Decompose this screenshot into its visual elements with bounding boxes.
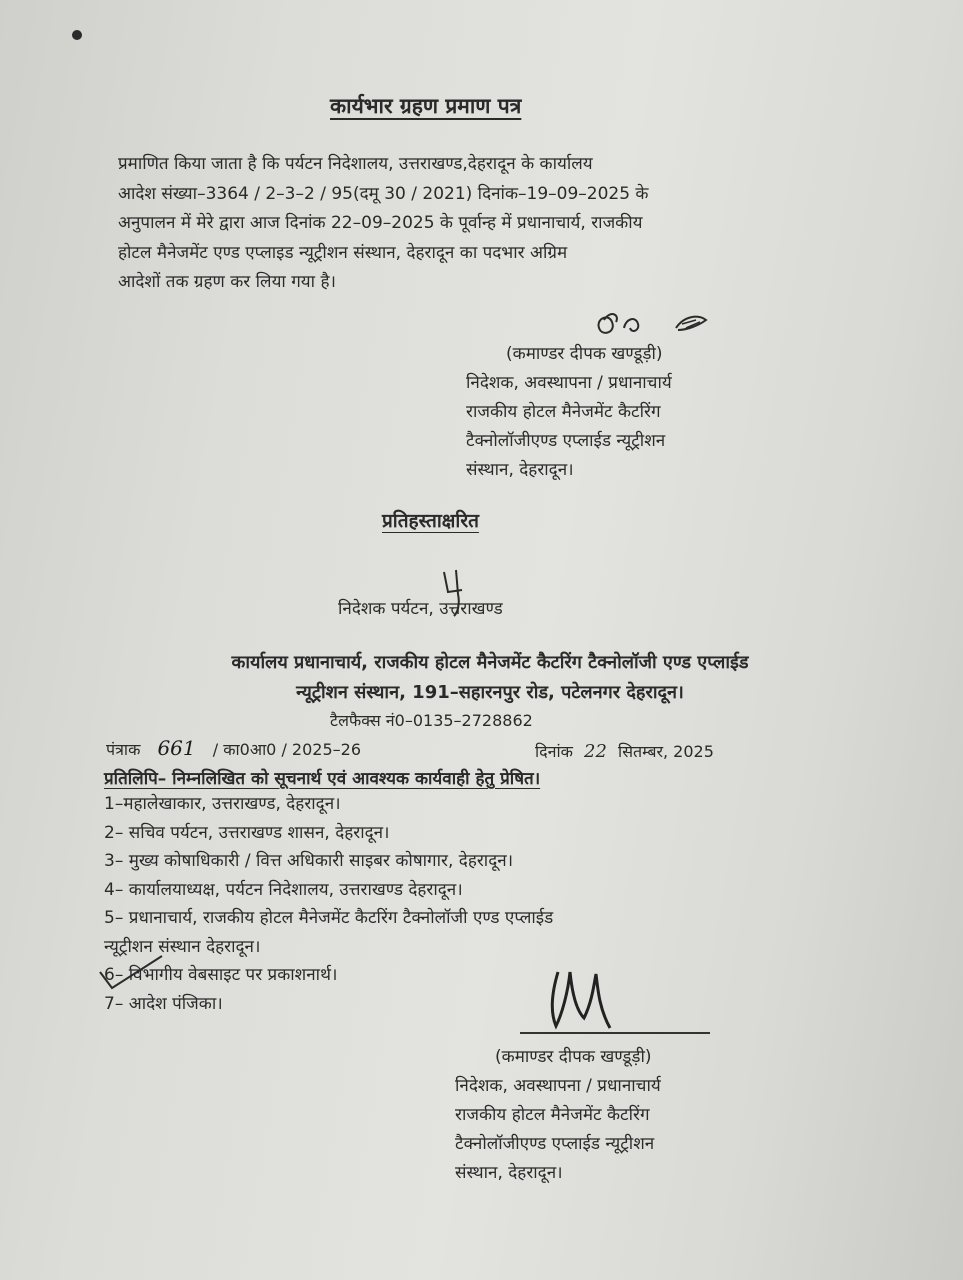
list-item: 6– विभागीय वेबसाइट पर प्रकाशनार्थ। <box>104 965 338 985</box>
list-item: 1–महालेखाकार, उत्तराखण्ड, देहरादून। <box>104 794 341 814</box>
body-line: अनुपालन में मेरे द्वारा आज दिनांक 22–09–2025 के पूर्वान्ह में प्रधानाचार्य, राजकीय <box>118 213 643 233</box>
signatory-name: (कमाण्डर दीपक खण्डूड़ी) <box>495 1047 652 1067</box>
signatory-line: राजकीय होटल मैनेजमेंट कैटरिंग <box>466 402 661 422</box>
signatory-line: संस्थान, देहरादून। <box>455 1163 563 1183</box>
list-item: न्यूट्रीशन संस्थान देहरादून। <box>104 936 261 957</box>
date-label: दिनांक <box>535 742 573 761</box>
list-item: 4– कार्यालयाध्यक्ष, पर्यटन निदेशालय, उत्तराखण्ड देहरादून। <box>104 879 463 900</box>
signatory-line: संस्थान, देहरादून। <box>466 460 574 480</box>
signatory-line: निदेशक, अवस्थापना / प्रधानाचार्य <box>455 1076 661 1096</box>
copy-list <box>104 790 553 1018</box>
date-day: 22 <box>584 741 607 762</box>
telfax: टैलफैक्स नं0–0135–2728862 <box>330 711 533 730</box>
patrank-rest: / का0आ0 / 2025–26 <box>212 740 361 759</box>
signatory-line: टैक्नोलॉजीएण्ड एप्लाईड न्यूट्रीशन <box>455 1134 655 1154</box>
office-header <box>100 648 880 708</box>
handwritten-signature <box>540 962 630 1037</box>
certificate-body <box>118 150 798 298</box>
list-item: 2– सचिव पर्यटन, उत्तराखण्ड शासन, देहरादून। <box>104 822 390 843</box>
signature-line <box>520 1032 710 1034</box>
letter-date <box>535 740 714 762</box>
body-line: आदेश संख्या–3364 / 2–3–2 / 95(दमू 30 / 2021) दिनांक–19–09–2025 के <box>118 183 649 204</box>
date-rest: सितम्बर, 2025 <box>618 742 714 761</box>
body-line: प्रमाणित किया जाता है कि पर्यटन निदेशालय, उत्तराखण्ड,देहरादून के कार्यालय <box>118 154 593 174</box>
list-item: 5– प्रधानाचार्य, राजकीय होटल मैनेजमेंट कैटरिंग टैक्नोलॉजी एण्ड एप्लाईड <box>104 908 554 928</box>
office-header-line: न्यूट्रीशन संस्थान, 191–सहारनपुर रोड, पटेलनगर देहरादून। <box>296 682 684 703</box>
signatory-block <box>455 1043 661 1188</box>
patrank-number: 661 <box>157 736 196 760</box>
signatory-line: टैक्नोलॉजीएण्ड एप्लाईड न्यूट्रीशन <box>466 431 666 451</box>
patrank-label: पंत्राक <box>106 740 141 759</box>
signatory-line: निदेशक, अवस्थापना / प्रधानाचार्य <box>466 373 672 393</box>
copy-heading: प्रतिलिपि– निम्नलिखित को सूचनार्थ एवं आवश्यक कार्यवाही हेतु प्रेषित। <box>104 769 541 789</box>
signatory-line: राजकीय होटल मैनेजमेंट कैटरिंग <box>455 1105 650 1125</box>
body-line: होटल मैनेजमेंट एण्ड एप्लाइड न्यूट्रीशन संस्थान, देहरादून का पदभार अग्रिम <box>118 242 568 263</box>
list-item: 3– मुख्य कोषाधिकारी / वित्त अधिकारी साइबर कोषागार, देहरादून। <box>104 851 514 871</box>
tick-mark <box>96 950 166 995</box>
director-tourism: निदेशक पर्यटन, उत्तराखण्ड <box>338 599 503 619</box>
office-header-line: कार्यालय प्रधानाचार्य, राजकीय होटल मैनेजमेंट कैटरिंग टैक्नोलॉजी एण्ड एप्लाईड <box>231 652 749 673</box>
list-item: 7– आदेश पंजिका। <box>104 993 223 1014</box>
signatory-name: (कमाण्डर दीपक खण्डूड़ी) <box>506 344 663 364</box>
document-title: कार्यभार ग्रहण प्रमाण पत्र <box>330 94 522 118</box>
signatory-block <box>466 340 672 485</box>
letter-number <box>106 736 361 760</box>
body-line: आदेशों तक ग्रहण कर लिया गया है। <box>118 272 336 292</box>
handwritten-initials <box>590 300 720 345</box>
countersigned-heading: प्रतिहस्ताक्षरित <box>382 510 479 532</box>
ink-spot <box>72 30 82 40</box>
